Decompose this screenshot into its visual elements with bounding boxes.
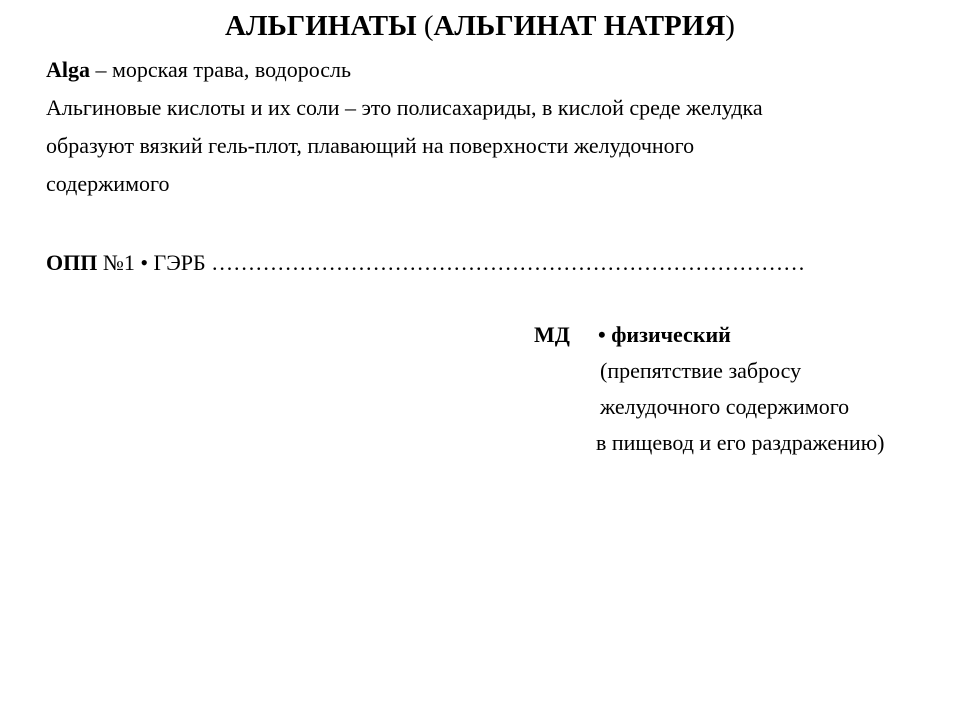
description-line: содержимого xyxy=(46,171,170,196)
title-open-paren: ( xyxy=(416,10,434,42)
description-line: Альгиновые кислоты и их соли – это полисахариды, в кислой среде желудка xyxy=(46,95,763,120)
md-bullet: • физический xyxy=(598,322,731,347)
opp-number: №1 • ГЭРБ xyxy=(97,250,212,275)
slide-title xyxy=(0,6,960,46)
opp-label: ОПП xyxy=(46,250,98,275)
body-text xyxy=(46,51,936,203)
title-sub: АЛЬГИНАТ НАТРИЯ xyxy=(433,10,726,42)
description-line: образуют вязкий гель-плот, плавающий на поверхности желудочного xyxy=(46,133,695,158)
md-desc-line: в пищевод и его раздражению) xyxy=(596,430,885,455)
md-label: МД xyxy=(534,322,570,347)
definition-meaning: – морская трава, водоросль xyxy=(90,57,352,82)
definition-term: Alga xyxy=(46,57,90,82)
md-desc-line: желудочного содержимого xyxy=(600,394,850,419)
opp-line xyxy=(46,244,946,282)
md-desc-line: (препятствие забросу xyxy=(600,358,802,383)
definition-line xyxy=(46,51,936,89)
title-close-paren: ) xyxy=(725,10,735,42)
opp-dots: ……………………………………………………………………… xyxy=(211,250,806,275)
title-main: АЛЬГИНАТЫ xyxy=(225,10,417,42)
